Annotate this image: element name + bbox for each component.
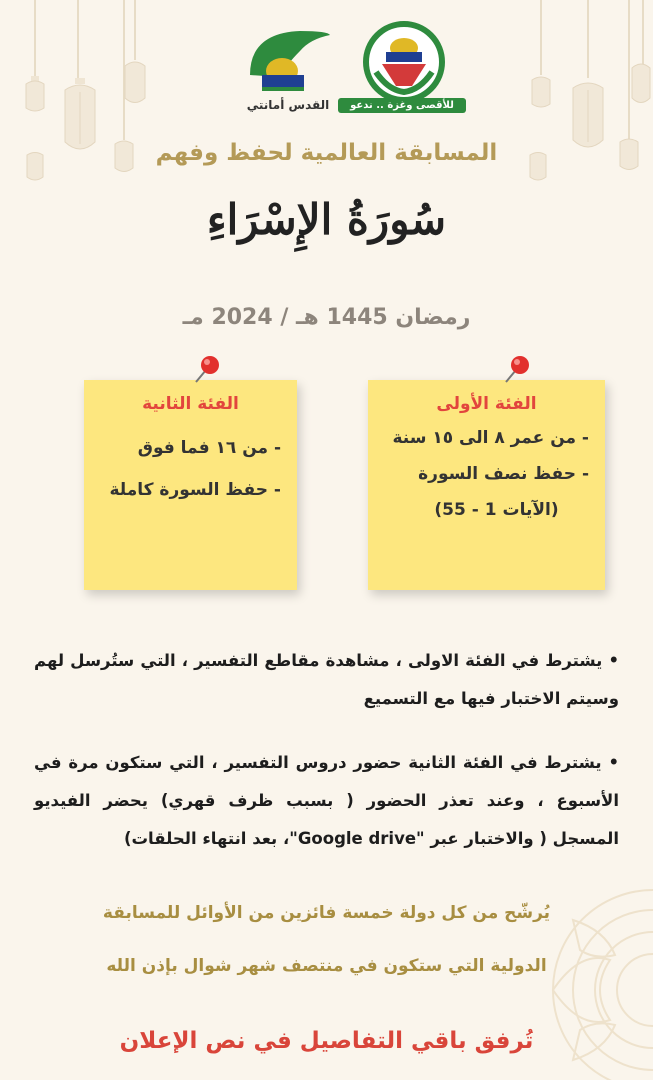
lantern-icon xyxy=(122,58,148,108)
logos-area xyxy=(230,20,460,120)
nomination-line: الدولية التي ستكون في منتصف شهر شوال بإذن الله xyxy=(106,956,547,976)
pushpin-icon xyxy=(500,352,534,386)
category-line: - حفظ السورة كاملة xyxy=(109,480,281,500)
aqsa-gaza-motto: للأقصى وغزة .. ندعو xyxy=(338,98,466,113)
surah-name: سُورَةُ الإِسْرَاءِ xyxy=(206,195,447,244)
category-title: الفئة الأولى xyxy=(436,394,537,414)
category-line: - من عمر ٨ الى ١٥ سنة xyxy=(392,428,589,448)
category-note-second xyxy=(84,380,297,590)
lantern-icon xyxy=(528,72,554,112)
category-line: - حفظ نصف السورة xyxy=(418,464,589,484)
category-note-first xyxy=(368,380,605,590)
alquds-amanati-logo xyxy=(240,25,332,97)
category-title: الفئة الثانية xyxy=(142,394,239,414)
nomination-line: يُرشّح من كل دولة خمسة فائزين من الأوائل للمسابقة xyxy=(102,903,551,923)
condition-second-category: • يشترط في الفئة الثانية حضور دروس التفسير ، التي ستكون مرة في الأسبوع ، وعند تعذر الحضور ( بسبب ظرف قهري) يحضر الفيديو المسجل ( والاختبار عبر "Google drive"، بعد انتهاء الحلقات) xyxy=(34,753,619,848)
pushpin-icon xyxy=(190,352,224,386)
competition-title: المسابقة العالمية لحفظ وفهم xyxy=(155,140,498,166)
category-line: (الآيات 1 - 55) xyxy=(434,500,559,520)
category-line: - من ١٦ فما فوق xyxy=(137,438,281,458)
lantern-icon xyxy=(22,76,48,116)
aqsa-gaza-logo xyxy=(362,20,446,104)
attachment-note: تُرفق باقي التفاصيل في نص الإعلان xyxy=(119,1028,534,1054)
competition-date: رمضان 1445 هـ / 2024 مـ xyxy=(182,305,471,330)
lantern-icon xyxy=(629,60,653,108)
alquds-amanati-text: القدس أمانتي xyxy=(246,98,330,112)
condition-first-category: • يشترط في الفئة الاولى ، مشاهدة مقاطع التفسير ، التي ستُرسل لهم وسيتم الاختبار فيها مع التسميع xyxy=(34,651,619,708)
